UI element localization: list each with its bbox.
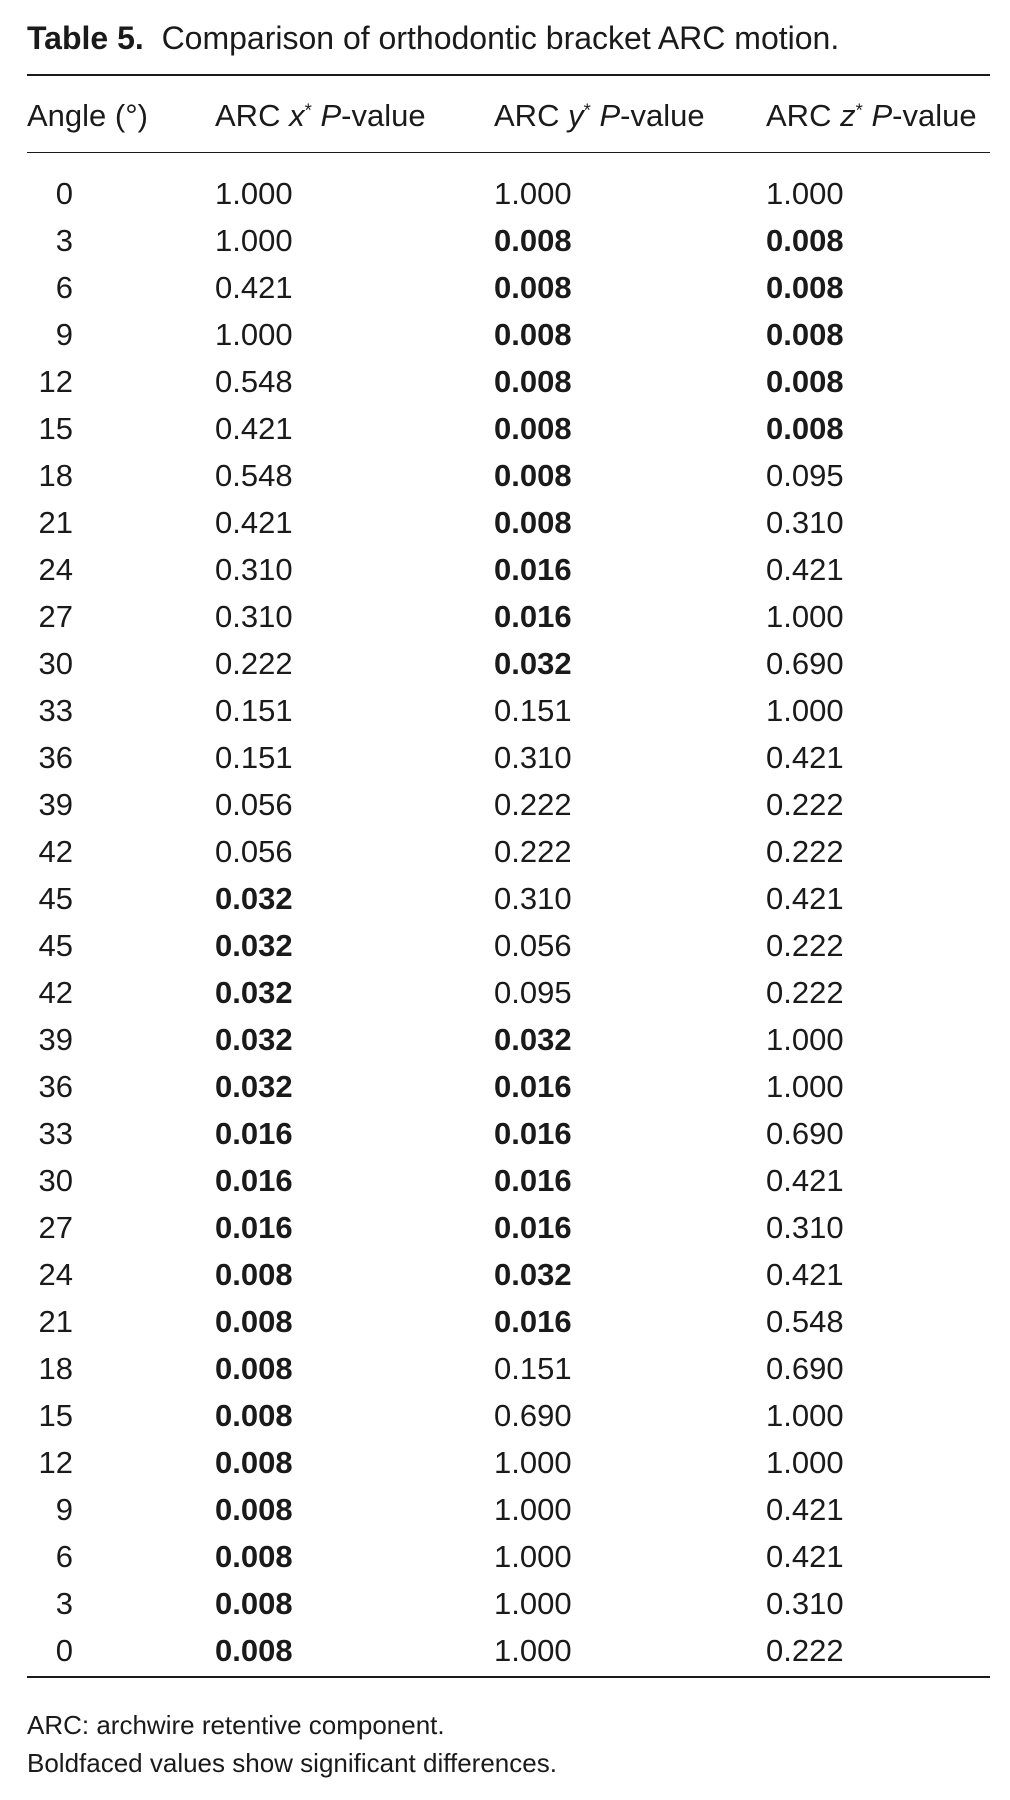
cell-arc-y-pvalue: 1.000 [494,1586,572,1621]
cell-arc-z-pvalue: 0.222 [766,1633,844,1668]
table-row [0,640,1010,687]
cell-angle: 15 [38,1398,73,1433]
table-row [0,405,1010,452]
table-row [0,1016,1010,1063]
cell-angle: 3 [55,223,73,258]
cell-angle: 30 [38,1163,73,1198]
cell-angle: 30 [38,646,73,681]
cell-arc-x-pvalue: 0.310 [215,552,293,587]
cell-arc-y-pvalue: 0.016 [494,1163,572,1198]
cell-arc-x-pvalue: 0.548 [215,458,293,493]
table-row [0,546,1010,593]
bottom-rule [27,1676,990,1678]
cell-arc-y-pvalue: 0.008 [494,411,572,446]
cell-angle: 6 [55,1539,73,1574]
cell-angle: 24 [38,1257,73,1292]
cell-arc-y-pvalue: 0.016 [494,1304,572,1339]
cell-angle: 33 [38,693,73,728]
cell-arc-x-pvalue: 0.421 [215,270,293,305]
cell-arc-z-pvalue: 0.421 [766,1492,844,1527]
cell-arc-z-pvalue: 0.310 [766,1210,844,1245]
table-row [0,687,1010,734]
cell-arc-x-pvalue: 0.016 [215,1210,293,1245]
cell-arc-x-pvalue: 0.151 [215,693,293,728]
cell-arc-x-pvalue: 0.032 [215,975,293,1010]
cell-arc-y-pvalue: 0.032 [494,1257,572,1292]
cell-arc-x-pvalue: 0.008 [215,1633,293,1668]
cell-arc-z-pvalue: 0.008 [766,223,844,258]
cell-angle: 18 [38,458,73,493]
cell-arc-x-pvalue: 0.016 [215,1116,293,1151]
cell-arc-z-pvalue: 0.690 [766,1116,844,1151]
table-row [0,499,1010,546]
table-row [0,1486,1010,1533]
cell-arc-y-pvalue: 0.016 [494,1116,572,1151]
header-arc-x: ARC x* P-value [215,98,426,133]
cell-arc-y-pvalue: 0.016 [494,1069,572,1104]
cell-arc-y-pvalue: 0.008 [494,270,572,305]
cell-arc-y-pvalue: 0.032 [494,1022,572,1057]
table-row [0,1580,1010,1627]
cell-arc-y-pvalue: 1.000 [494,1445,572,1480]
cell-arc-z-pvalue: 0.421 [766,881,844,916]
cell-arc-z-pvalue: 0.421 [766,552,844,587]
cell-arc-x-pvalue: 0.008 [215,1351,293,1386]
cell-arc-z-pvalue: 0.222 [766,975,844,1010]
cell-arc-z-pvalue: 1.000 [766,1022,844,1057]
table-row [0,969,1010,1016]
cell-arc-z-pvalue: 0.008 [766,317,844,352]
cell-arc-z-pvalue: 0.421 [766,1163,844,1198]
cell-arc-x-pvalue: 0.056 [215,787,293,822]
cell-arc-z-pvalue: 0.690 [766,646,844,681]
cell-arc-y-pvalue: 1.000 [494,176,572,211]
cell-arc-y-pvalue: 1.000 [494,1633,572,1668]
table-label: Table 5. [27,20,144,56]
cell-angle: 15 [38,411,73,446]
cell-arc-y-pvalue: 0.222 [494,834,572,869]
cell-arc-y-pvalue: 0.690 [494,1398,572,1433]
cell-angle: 9 [55,317,73,352]
cell-angle: 39 [38,1022,73,1057]
header-arc-y: ARC y* P-value [494,98,705,133]
cell-arc-z-pvalue: 0.008 [766,364,844,399]
cell-arc-y-pvalue: 0.056 [494,928,572,963]
cell-angle: 12 [38,1445,73,1480]
cell-arc-z-pvalue: 1.000 [766,1069,844,1104]
table-row [0,922,1010,969]
top-rule [27,74,990,76]
cell-arc-x-pvalue: 0.056 [215,834,293,869]
table-body [0,170,1010,1668]
cell-arc-z-pvalue: 0.690 [766,1351,844,1386]
cell-arc-x-pvalue: 0.008 [215,1445,293,1480]
footnote-abbreviation: ARC: archwire retentive component. [27,1710,445,1740]
cell-arc-x-pvalue: 0.222 [215,646,293,681]
cell-arc-y-pvalue: 0.008 [494,458,572,493]
table-row [0,1110,1010,1157]
cell-arc-z-pvalue: 1.000 [766,1398,844,1433]
table-row [0,1345,1010,1392]
cell-arc-y-pvalue: 0.016 [494,599,572,634]
header-angle: Angle (°) [27,98,148,133]
cell-arc-y-pvalue: 1.000 [494,1539,572,1574]
cell-arc-y-pvalue: 0.222 [494,787,572,822]
table-row [0,1392,1010,1439]
cell-arc-x-pvalue: 0.032 [215,881,293,916]
cell-arc-y-pvalue: 1.000 [494,1492,572,1527]
table-row [0,1204,1010,1251]
table-row [0,875,1010,922]
cell-angle: 45 [38,928,73,963]
table-row [0,734,1010,781]
table-footnotes [27,1706,557,1782]
cell-arc-z-pvalue: 0.095 [766,458,844,493]
table-row [0,593,1010,640]
cell-angle: 36 [38,1069,73,1104]
table-row [0,1627,1010,1668]
table-row [0,1533,1010,1580]
cell-arc-z-pvalue: 0.222 [766,834,844,869]
cell-arc-z-pvalue: 0.008 [766,411,844,446]
cell-arc-y-pvalue: 0.008 [494,223,572,258]
cell-arc-x-pvalue: 0.008 [215,1398,293,1433]
cell-angle: 6 [55,270,73,305]
cell-angle: 36 [38,740,73,775]
cell-arc-y-pvalue: 0.008 [494,317,572,352]
cell-arc-x-pvalue: 0.032 [215,1022,293,1057]
cell-angle: 9 [55,1492,73,1527]
cell-arc-x-pvalue: 0.032 [215,1069,293,1104]
cell-arc-z-pvalue: 1.000 [766,693,844,728]
cell-arc-y-pvalue: 0.095 [494,975,572,1010]
cell-arc-y-pvalue: 0.310 [494,740,572,775]
cell-arc-x-pvalue: 0.421 [215,411,293,446]
table-row [0,358,1010,405]
cell-arc-x-pvalue: 1.000 [215,223,293,258]
cell-angle: 42 [38,975,73,1010]
cell-angle: 24 [38,552,73,587]
cell-arc-y-pvalue: 0.008 [494,364,572,399]
table-row [0,452,1010,499]
cell-angle: 3 [55,1586,73,1621]
cell-arc-z-pvalue: 0.222 [766,928,844,963]
cell-arc-x-pvalue: 0.032 [215,928,293,963]
table-row [0,170,1010,217]
cell-arc-x-pvalue: 0.310 [215,599,293,634]
table-row [0,264,1010,311]
cell-arc-x-pvalue: 1.000 [215,317,293,352]
cell-arc-z-pvalue: 0.008 [766,270,844,305]
table-header [0,94,1010,138]
cell-angle: 27 [38,599,73,634]
table-row [0,1298,1010,1345]
cell-angle: 18 [38,1351,73,1386]
cell-angle: 33 [38,1116,73,1151]
footnote-bold-note: Boldfaced values show significant differences. [27,1748,557,1778]
cell-arc-x-pvalue: 0.008 [215,1586,293,1621]
cell-arc-y-pvalue: 0.016 [494,1210,572,1245]
table-row [0,828,1010,875]
cell-angle: 21 [38,1304,73,1339]
header-rule [27,152,990,153]
cell-arc-y-pvalue: 0.151 [494,693,572,728]
table-row [0,1157,1010,1204]
table-title: Comparison of orthodontic bracket ARC motion. [161,20,840,56]
table-caption [27,18,839,58]
cell-arc-z-pvalue: 0.421 [766,740,844,775]
table-row [0,1063,1010,1110]
cell-angle: 39 [38,787,73,822]
cell-angle: 45 [38,881,73,916]
cell-arc-z-pvalue: 1.000 [766,599,844,634]
table-row [0,1439,1010,1486]
cell-arc-x-pvalue: 0.008 [215,1304,293,1339]
cell-arc-x-pvalue: 0.016 [215,1163,293,1198]
cell-angle: 12 [38,364,73,399]
cell-arc-y-pvalue: 0.032 [494,646,572,681]
cell-arc-x-pvalue: 0.008 [215,1492,293,1527]
cell-arc-z-pvalue: 0.310 [766,505,844,540]
cell-arc-z-pvalue: 0.548 [766,1304,844,1339]
cell-arc-y-pvalue: 0.008 [494,505,572,540]
cell-angle: 0 [55,176,73,211]
cell-arc-y-pvalue: 0.310 [494,881,572,916]
cell-arc-x-pvalue: 0.548 [215,364,293,399]
cell-arc-y-pvalue: 0.151 [494,1351,572,1386]
table-row [0,311,1010,358]
cell-arc-y-pvalue: 0.016 [494,552,572,587]
header-arc-z: ARC z* P-value [766,98,977,133]
cell-angle: 27 [38,1210,73,1245]
table-row [0,217,1010,264]
cell-arc-z-pvalue: 0.421 [766,1539,844,1574]
cell-arc-z-pvalue: 0.310 [766,1586,844,1621]
table-row [0,781,1010,828]
cell-arc-x-pvalue: 0.008 [215,1257,293,1292]
cell-arc-x-pvalue: 0.151 [215,740,293,775]
cell-arc-x-pvalue: 0.008 [215,1539,293,1574]
table-row [0,1251,1010,1298]
cell-arc-z-pvalue: 0.421 [766,1257,844,1292]
cell-arc-z-pvalue: 1.000 [766,1445,844,1480]
cell-angle: 0 [55,1633,73,1668]
cell-arc-x-pvalue: 1.000 [215,176,293,211]
cell-arc-x-pvalue: 0.421 [215,505,293,540]
cell-arc-z-pvalue: 1.000 [766,176,844,211]
cell-angle: 21 [38,505,73,540]
cell-arc-z-pvalue: 0.222 [766,787,844,822]
cell-angle: 42 [38,834,73,869]
